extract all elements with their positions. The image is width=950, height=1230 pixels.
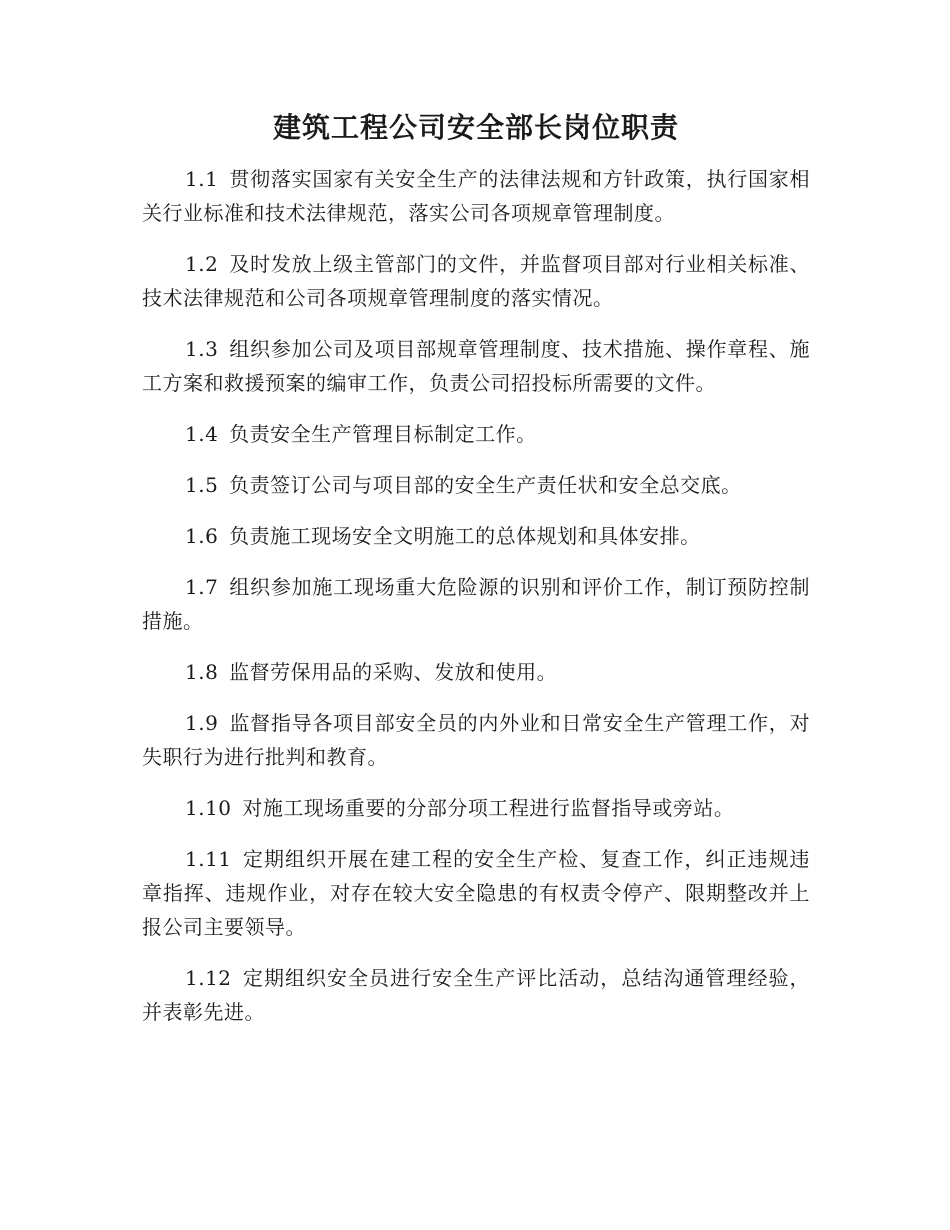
clause-number: 1.2 xyxy=(185,252,219,276)
clause-1-7 xyxy=(142,570,810,638)
clause-text: 贯彻落实国家有关安全生产的法律法规和方针政策，执行国家相关行业标准和技术法律规范，落实公司各项规章管理制度。 xyxy=(142,167,811,225)
clause-number: 1.3 xyxy=(185,337,219,361)
clause-1-1 xyxy=(142,162,810,230)
clause-number: 1.4 xyxy=(185,422,219,446)
clause-1-8 xyxy=(142,655,810,689)
clause-1-11 xyxy=(142,842,810,944)
clause-text: 组织参加公司及项目部规章管理制度、技术措施、操作章程、施工方案和救援预案的编审工作，负责公司招投标所需要的文件。 xyxy=(142,337,811,395)
clause-text: 定期组织开展在建工程的安全生产检、复查工作，纠正违规违章指挥、违规作业，对存在较大安全隐患的有权责令停产、限期整改并上报公司主要领导。 xyxy=(142,847,811,939)
clause-1-9 xyxy=(142,706,810,774)
clause-number: 1.1 xyxy=(185,167,219,191)
clause-text: 定期组织安全员进行安全生产评比活动，总结沟通管理经验，并表彰先进。 xyxy=(142,966,811,1024)
clause-1-12 xyxy=(142,961,810,1029)
clause-number: 1.12 xyxy=(185,966,232,990)
clause-number: 1.11 xyxy=(185,847,232,871)
clause-text: 监督劳保用品的采购、发放和使用。 xyxy=(229,660,558,684)
clause-1-3 xyxy=(142,332,810,400)
clause-1-2 xyxy=(142,247,810,315)
clause-text: 负责签订公司与项目部的安全生产责任状和安全总交底。 xyxy=(229,473,742,497)
document-title: 建筑工程公司安全部长岗位职责 xyxy=(272,111,679,144)
clause-text: 负责安全生产管理目标制定工作。 xyxy=(229,422,537,446)
clause-1-6 xyxy=(142,519,810,553)
clause-text: 及时发放上级主管部门的文件，并监督项目部对行业相关标准、技术法律规范和公司各项规章管理制度的落实情况。 xyxy=(142,252,811,310)
clause-text: 对施工现场重要的分部分项工程进行监督指导或旁站。 xyxy=(242,796,735,820)
clause-number: 1.5 xyxy=(185,473,219,497)
clause-1-10 xyxy=(142,791,810,825)
clause-text: 负责施工现场安全文明施工的总体规划和具体安排。 xyxy=(229,524,701,548)
clause-number: 1.9 xyxy=(185,711,219,735)
clause-number: 1.8 xyxy=(185,660,219,684)
clause-1-5 xyxy=(142,468,810,502)
clause-text: 组织参加施工现场重大危险源的识别和评价工作，制订预防控制措施。 xyxy=(142,575,811,633)
clause-1-4 xyxy=(142,417,810,451)
document-page xyxy=(142,108,810,1046)
clause-text: 监督指导各项目部安全员的内外业和日常安全生产管理工作，对失职行为进行批判和教育。 xyxy=(142,711,811,769)
clause-number: 1.10 xyxy=(185,796,232,820)
clause-number: 1.7 xyxy=(185,575,219,599)
clause-number: 1.6 xyxy=(185,524,219,548)
